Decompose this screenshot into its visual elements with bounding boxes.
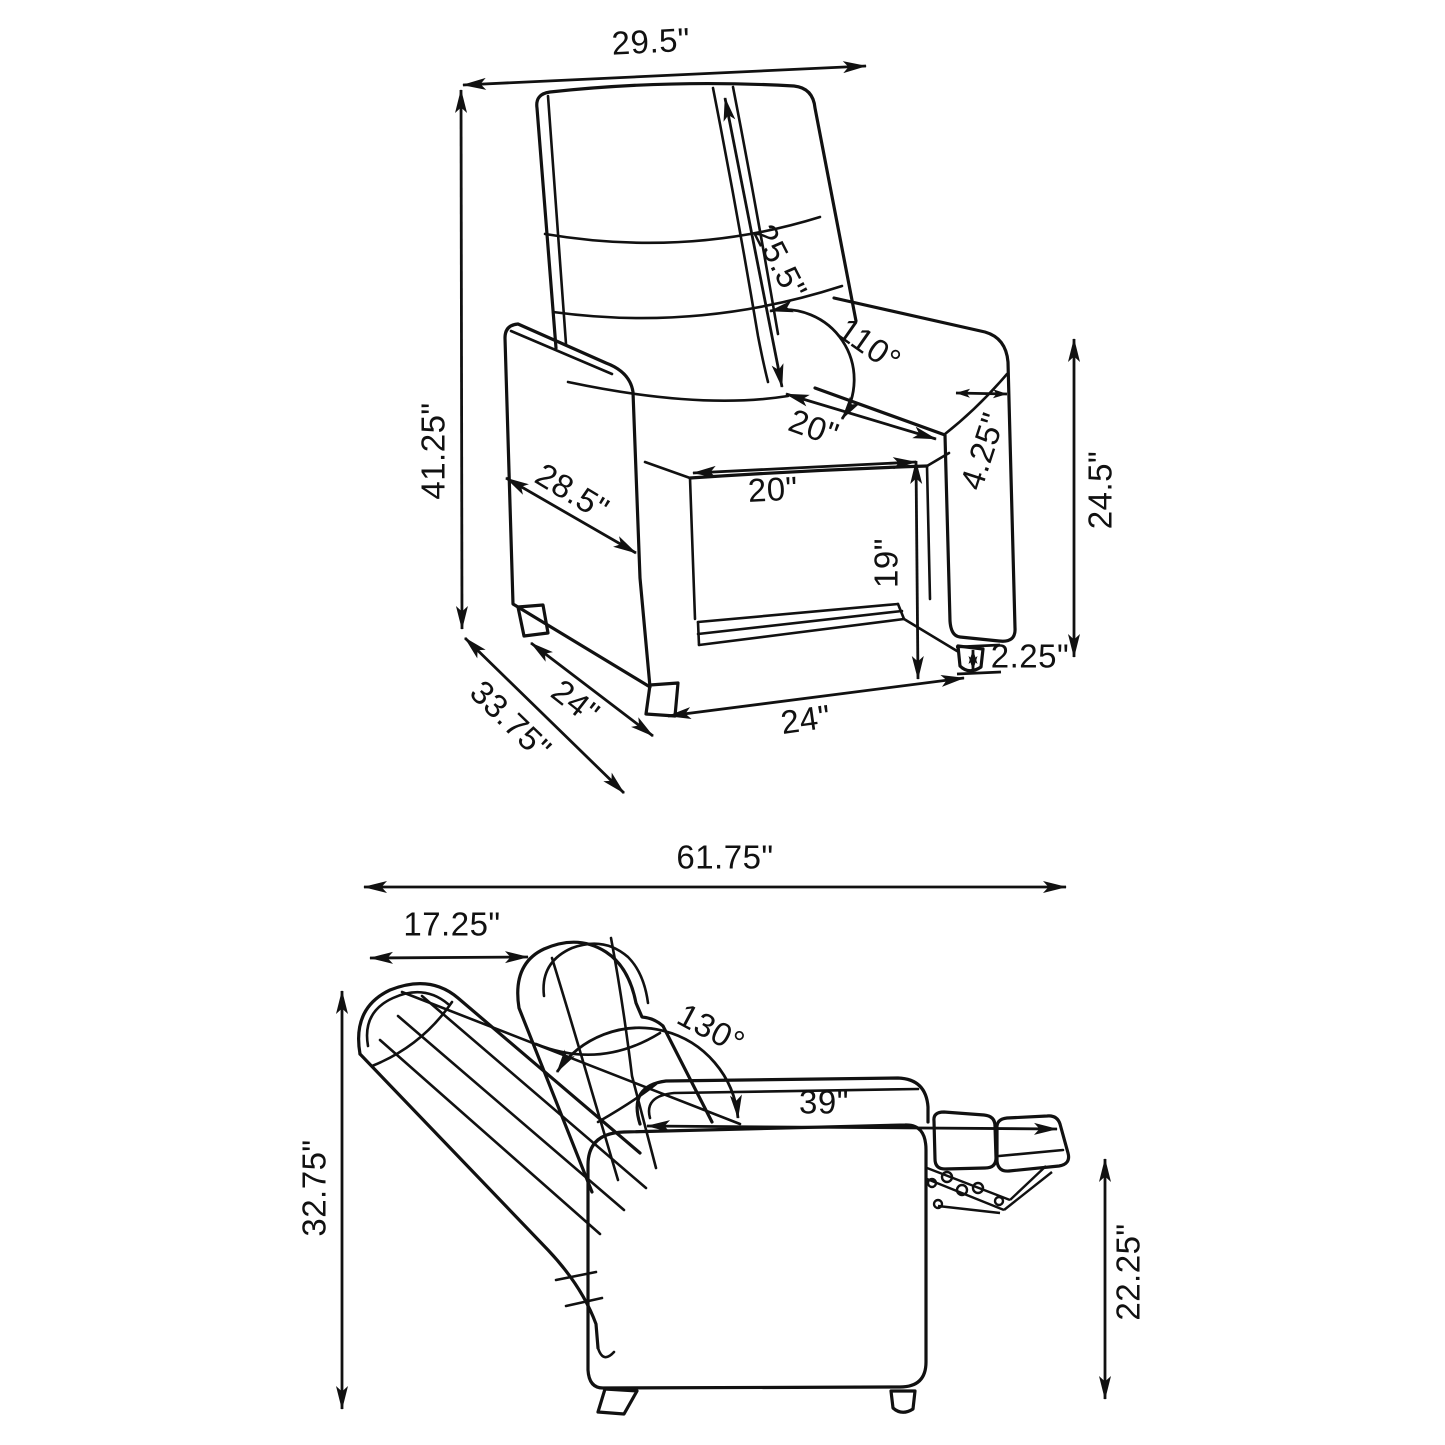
backrest-outline	[537, 84, 856, 348]
back-height-label: 25.5"	[746, 218, 815, 306]
back-width-label: 20"	[784, 401, 844, 454]
seat-left-corner	[645, 462, 690, 478]
dim-arm-thickness	[953, 393, 1012, 494]
base-depth-label: 24"	[544, 671, 607, 732]
backrest-side-sliver	[548, 96, 566, 344]
dim-side-panel-depth	[506, 456, 636, 553]
seat-width-label: 20"	[746, 469, 799, 510]
leg-height-label: 2.25"	[990, 637, 1070, 675]
reclined-headrest-inner	[367, 992, 448, 1046]
dim-overall-height	[415, 90, 462, 629]
dim-headrest-extension	[370, 906, 528, 958]
dim-arm-height	[1074, 339, 1119, 657]
side-view	[296, 839, 1147, 1414]
left-arm-top-edge	[511, 331, 612, 374]
front-view-dimensions	[415, 21, 1119, 793]
overall-height-reclined-label: 32.75"	[295, 1139, 333, 1237]
recline-angle-label: 130°	[671, 995, 752, 1062]
dim-leg-height	[956, 638, 1069, 675]
overall-width-label: 29.5"	[610, 20, 691, 62]
headrest-extension-label: 17.25"	[403, 905, 501, 943]
fold-bar-1	[556, 1272, 596, 1280]
front-view-drawing	[505, 84, 1015, 716]
front-view	[415, 21, 1119, 793]
footrest-pad-2	[997, 1116, 1069, 1171]
dim-back-angle	[770, 310, 908, 419]
dim-line	[461, 90, 462, 629]
dim-base-width	[668, 678, 964, 741]
dim-line	[463, 66, 866, 85]
dim-seat-height	[868, 461, 918, 679]
dim-footrest-height	[1105, 1159, 1147, 1399]
back-angle-label: 110°	[831, 310, 908, 380]
arm-height-label: 24.5"	[1081, 450, 1119, 530]
seat-height-label: 19"	[867, 538, 905, 588]
seat-right-edge	[927, 466, 930, 599]
footrest-strip-left-cap	[698, 622, 699, 645]
dim-overall-reclined-length	[364, 839, 1066, 887]
footrest-pad-2-inner	[999, 1150, 1063, 1156]
waist-seam	[568, 382, 788, 401]
center-seam-right	[733, 87, 778, 334]
overall-reclined-length-label: 61.75"	[676, 838, 774, 876]
linkage-joint	[995, 1197, 1003, 1205]
upright-back-outline	[518, 942, 712, 1192]
front-right-leg	[958, 646, 983, 671]
overall-height-label: 41.25"	[414, 402, 452, 500]
dim-back-height	[725, 98, 815, 387]
footrest-pad-1	[934, 1112, 996, 1169]
arm-length-label: 39"	[799, 1083, 849, 1121]
dim-overall-width	[463, 21, 866, 85]
reclined-back-seam-1	[380, 1040, 600, 1234]
overall-depth-label: 33.75"	[463, 672, 559, 768]
side-view-dimensions	[296, 839, 1147, 1409]
seat-left-edge	[690, 478, 695, 619]
arm-thickness-label: 4.25"	[952, 408, 1013, 495]
side-left-leg	[598, 1389, 637, 1414]
linkage-joint	[934, 1200, 942, 1208]
footrest-height-label: 22.25"	[1109, 1223, 1147, 1321]
dim-line	[956, 393, 1007, 394]
footrest-strip-1	[698, 604, 898, 622]
side-body-outline	[588, 1125, 926, 1388]
seat-shoulder-curve	[598, 1084, 656, 1122]
base-width-label: 24"	[778, 697, 833, 742]
dim-line	[916, 461, 918, 679]
side-right-leg	[891, 1391, 915, 1412]
linkage-bar-4	[1004, 1172, 1052, 1210]
reclined-back-end-cap	[598, 1348, 614, 1357]
dim-overall-height-reclined	[296, 991, 342, 1409]
dim-line	[370, 957, 528, 958]
linkage-bar-5	[938, 1206, 1000, 1213]
upright-back-seam-1	[552, 958, 618, 1180]
dim-overall-depth	[463, 638, 624, 793]
front-left-leg	[646, 683, 678, 716]
side-panel-depth-label: 28.5"	[529, 455, 616, 528]
